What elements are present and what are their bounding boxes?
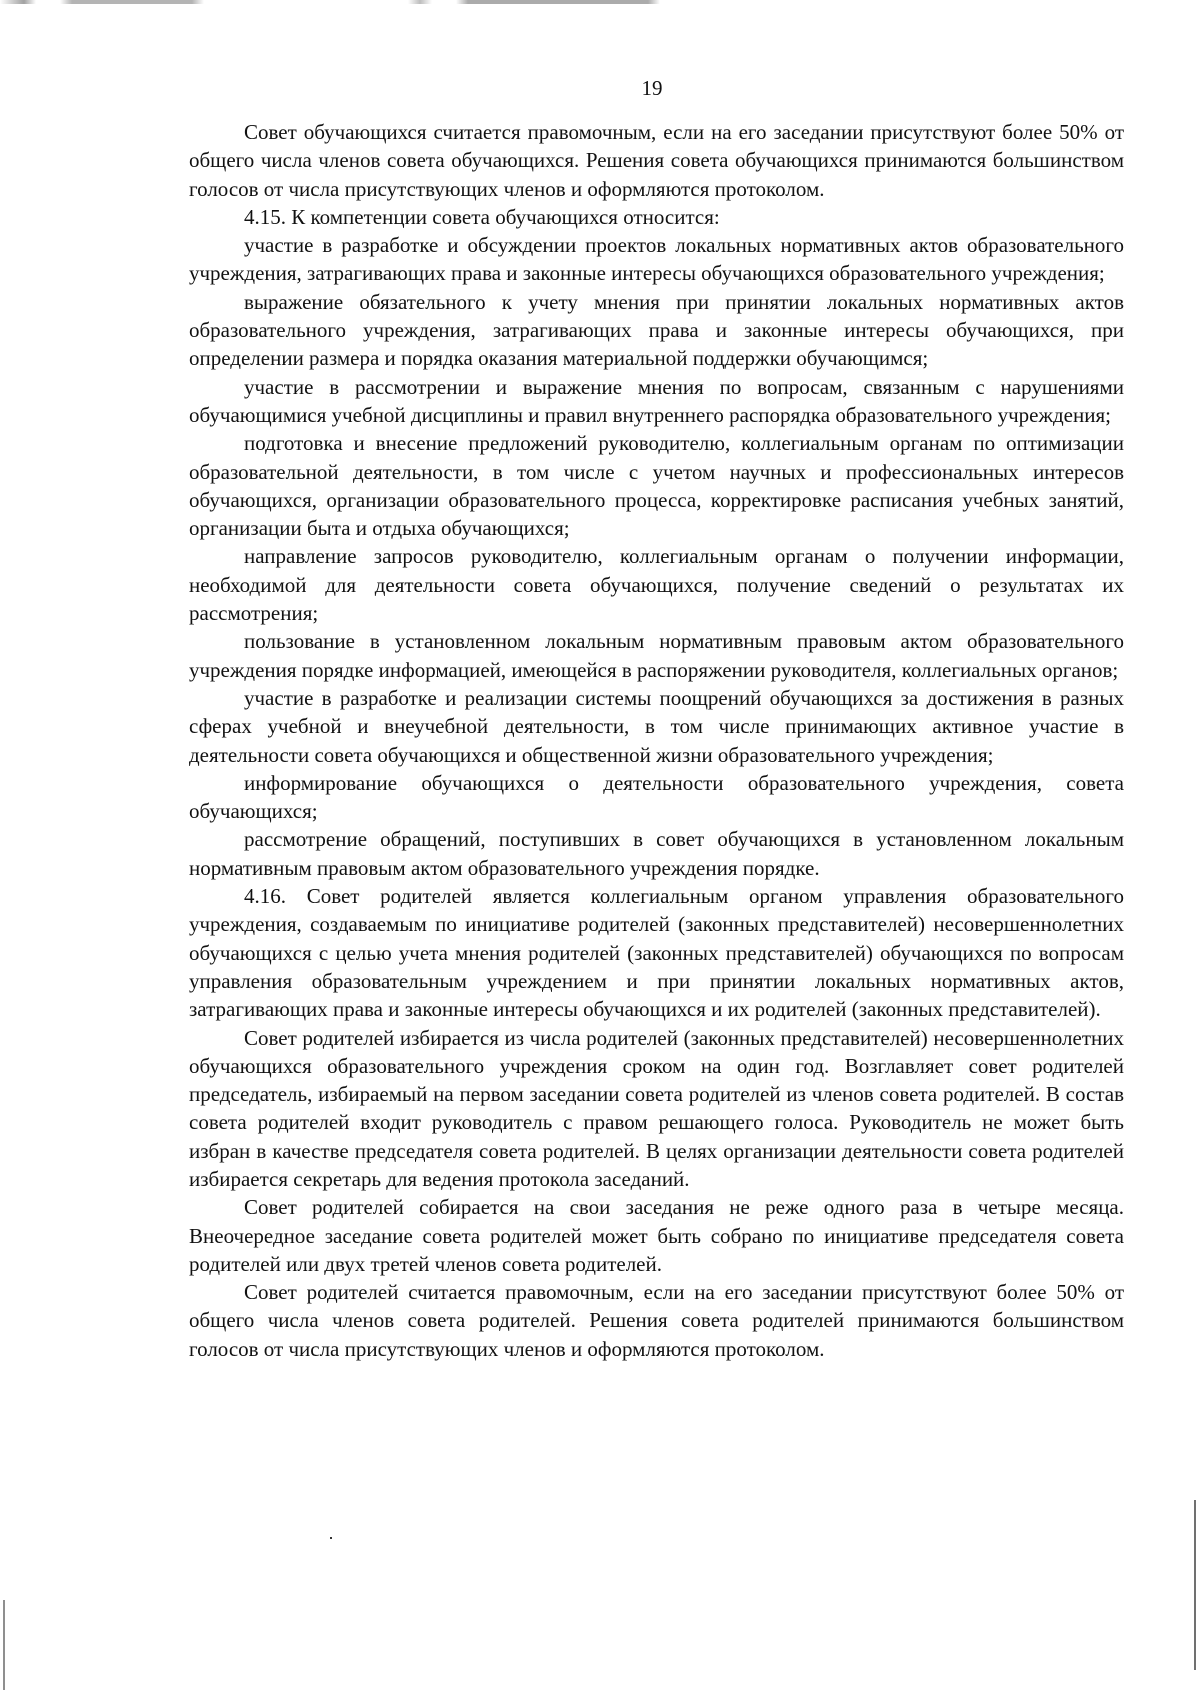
paragraph: Совет обучающихся считается правомочным, если на его заседании присутствуют более 50% от общего числа членов совета обучающихся. Решения совета обучающихся принимаются большинством голосов от числа присутствующих членов и оформляются протоколом. [189, 120, 1124, 201]
list-item: выражение обязательного к учету мнения при принятии локальных нормативных актов образовательного учреждения, затрагивающих права и законные интересы обучающихся, при определении размера и порядка оказания материальной поддержки обучающимся; [189, 289, 1124, 371]
list-item: рассмотрение обращений, поступивших в совет обучающихся в установленном локальным нормативным правовым актом образовательного учреждения порядке. [189, 827, 1124, 880]
section-heading-4-15: 4.15. К компетенции совета обучающихся относится: [244, 204, 720, 229]
scan-artifact-right [1194, 1500, 1196, 1670]
page-number: 19 [641, 76, 663, 100]
section-4-16-paragraph: 4.16. Совет родителей является коллегиальным органом управления образовательного учреждения, создаваемым по инициативе родителей (законных представителей) несовершеннолетних обучающихся с целью учета мнения родителей (законных представителей) обучающихся по вопросам управления образовательным учреждением и при принятии локальных нормативных актов, затрагивающих права и законные интересы обучающихся и их родителей (законных представителей). [189, 884, 1124, 1022]
scan-artifact-left [3, 1600, 5, 1690]
scan-speck [330, 1537, 332, 1539]
list-item: участие в рассмотрении и выражение мнения по вопросам, связанным с нарушениями обучающимися учебной дисциплины и правил внутреннего распорядка образовательного учреждения; [189, 374, 1124, 427]
scan-artifact-top [0, 0, 1200, 4]
paragraph: Совет родителей считается правомочным, если на его заседании присутствуют более 50% от общего числа членов совета родителей. Решения совета родителей принимаются большинством голосов от числа присутствующих членов и оформляются протоколом. [189, 1280, 1124, 1361]
list-item: направление запросов руководителю, коллегиальным органам о получении информации, необходимой для деятельности совета обучающихся, получение сведений о результатах их рассмотрения; [189, 544, 1124, 626]
paragraph: Совет родителей собирается на свои заседания не реже одного раза в четыре месяца. Внеочередное заседание совета родителей может быть собрано по инициативе председателя совета родителей или двух третей членов совета родителей. [189, 1195, 1124, 1276]
list-item: информирование обучающихся о деятельности образовательного учреждения, совета обучающихся; [189, 770, 1124, 824]
document-body [189, 118, 1124, 1363]
list-item: участие в разработке и обсуждении проектов локальных нормативных актов образовательного учреждения, затрагивающих права и законные интересы обучающихся образовательного учреждения; [189, 233, 1124, 286]
list-item: подготовка и внесение предложений руководителю, коллегиальным органам по оптимизации образовательной деятельности, в том числе с учетом научных и профессиональных интересов обучающихся, организации образовательного процесса, корректировке расписания учебных занятий, организации быта и отдыха обучающихся; [189, 431, 1124, 541]
list-item: пользование в установленном локальным нормативным правовым актом образовательного учреждения порядке информацией, имеющейся в распоряжении руководителя, коллегиальных органов; [189, 629, 1124, 682]
paragraph: Совет родителей избирается из числа родителей (законных представителей) несовершеннолетних обучающихся образовательного учреждения сроком на один год. Возглавляет совет родителей председатель, избираемый на первом заседании совета родителей из членов совета родителей. В состав совета родителей входит руководитель с правом решающего голоса. Руководитель не может быть избран в качестве председателя совета родителей. В целях организации деятельности совета родителей избирается секретарь для ведения протокола заседаний. [189, 1025, 1124, 1191]
list-item: участие в разработке и реализации системы поощрений обучающихся за достижения в разных сферах учебной и внеучебной деятельности, в том числе принимающих активное участие в деятельности совета обучающихся и общественной жизни образовательного учреждения; [189, 685, 1124, 767]
